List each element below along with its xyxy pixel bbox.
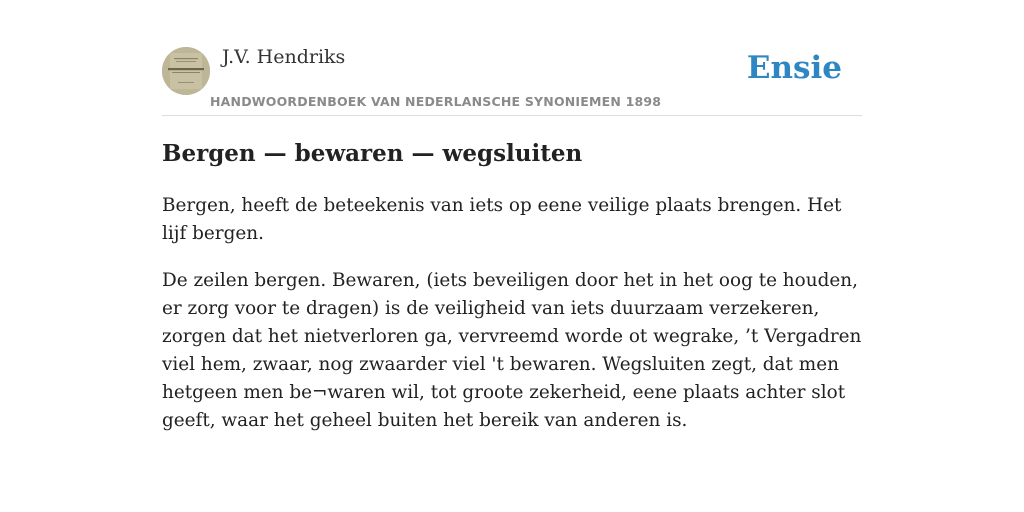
entry-body (162, 192, 862, 454)
entry-paragraph-2: De zeilen bergen. Bewaren, (iets beveiligen door het in het oog te houden, er zorg voor te dragen) is de veiligheid van iets duurzaam verzekeren, zorgen dat het nietverloren ga, vervreemd worde ot wegrake, ’t Vergadren viel hem, zwaar, nog zwaarder viel 't bewaren. Wegsluiten zegt, dat men hetgeen men be¬waren wil, tot groote zekerheid, eene plaats achter slot geeft, waar het geheel buiten het bereik van anderen is. (162, 270, 862, 431)
book-cover-avatar[interactable] (162, 47, 210, 95)
entry-paragraph-1: Bergen, heeft de beteekenis van iets op eene veilige plaats brengen. Het lijf bergen. (162, 195, 842, 244)
entry-title: Bergen — bewaren — wegsluiten (162, 140, 583, 167)
source-title[interactable]: HANDWOORDENBOEK VAN NEDERLANSCHE SYNONIEMEN 1898 (210, 94, 662, 109)
entry-card (162, 0, 862, 512)
author-name[interactable]: J.V. Hendriks (222, 46, 346, 68)
ensie-logo[interactable]: Ensie (746, 50, 842, 86)
header-divider (162, 115, 862, 116)
book-cover-icon (162, 47, 210, 95)
